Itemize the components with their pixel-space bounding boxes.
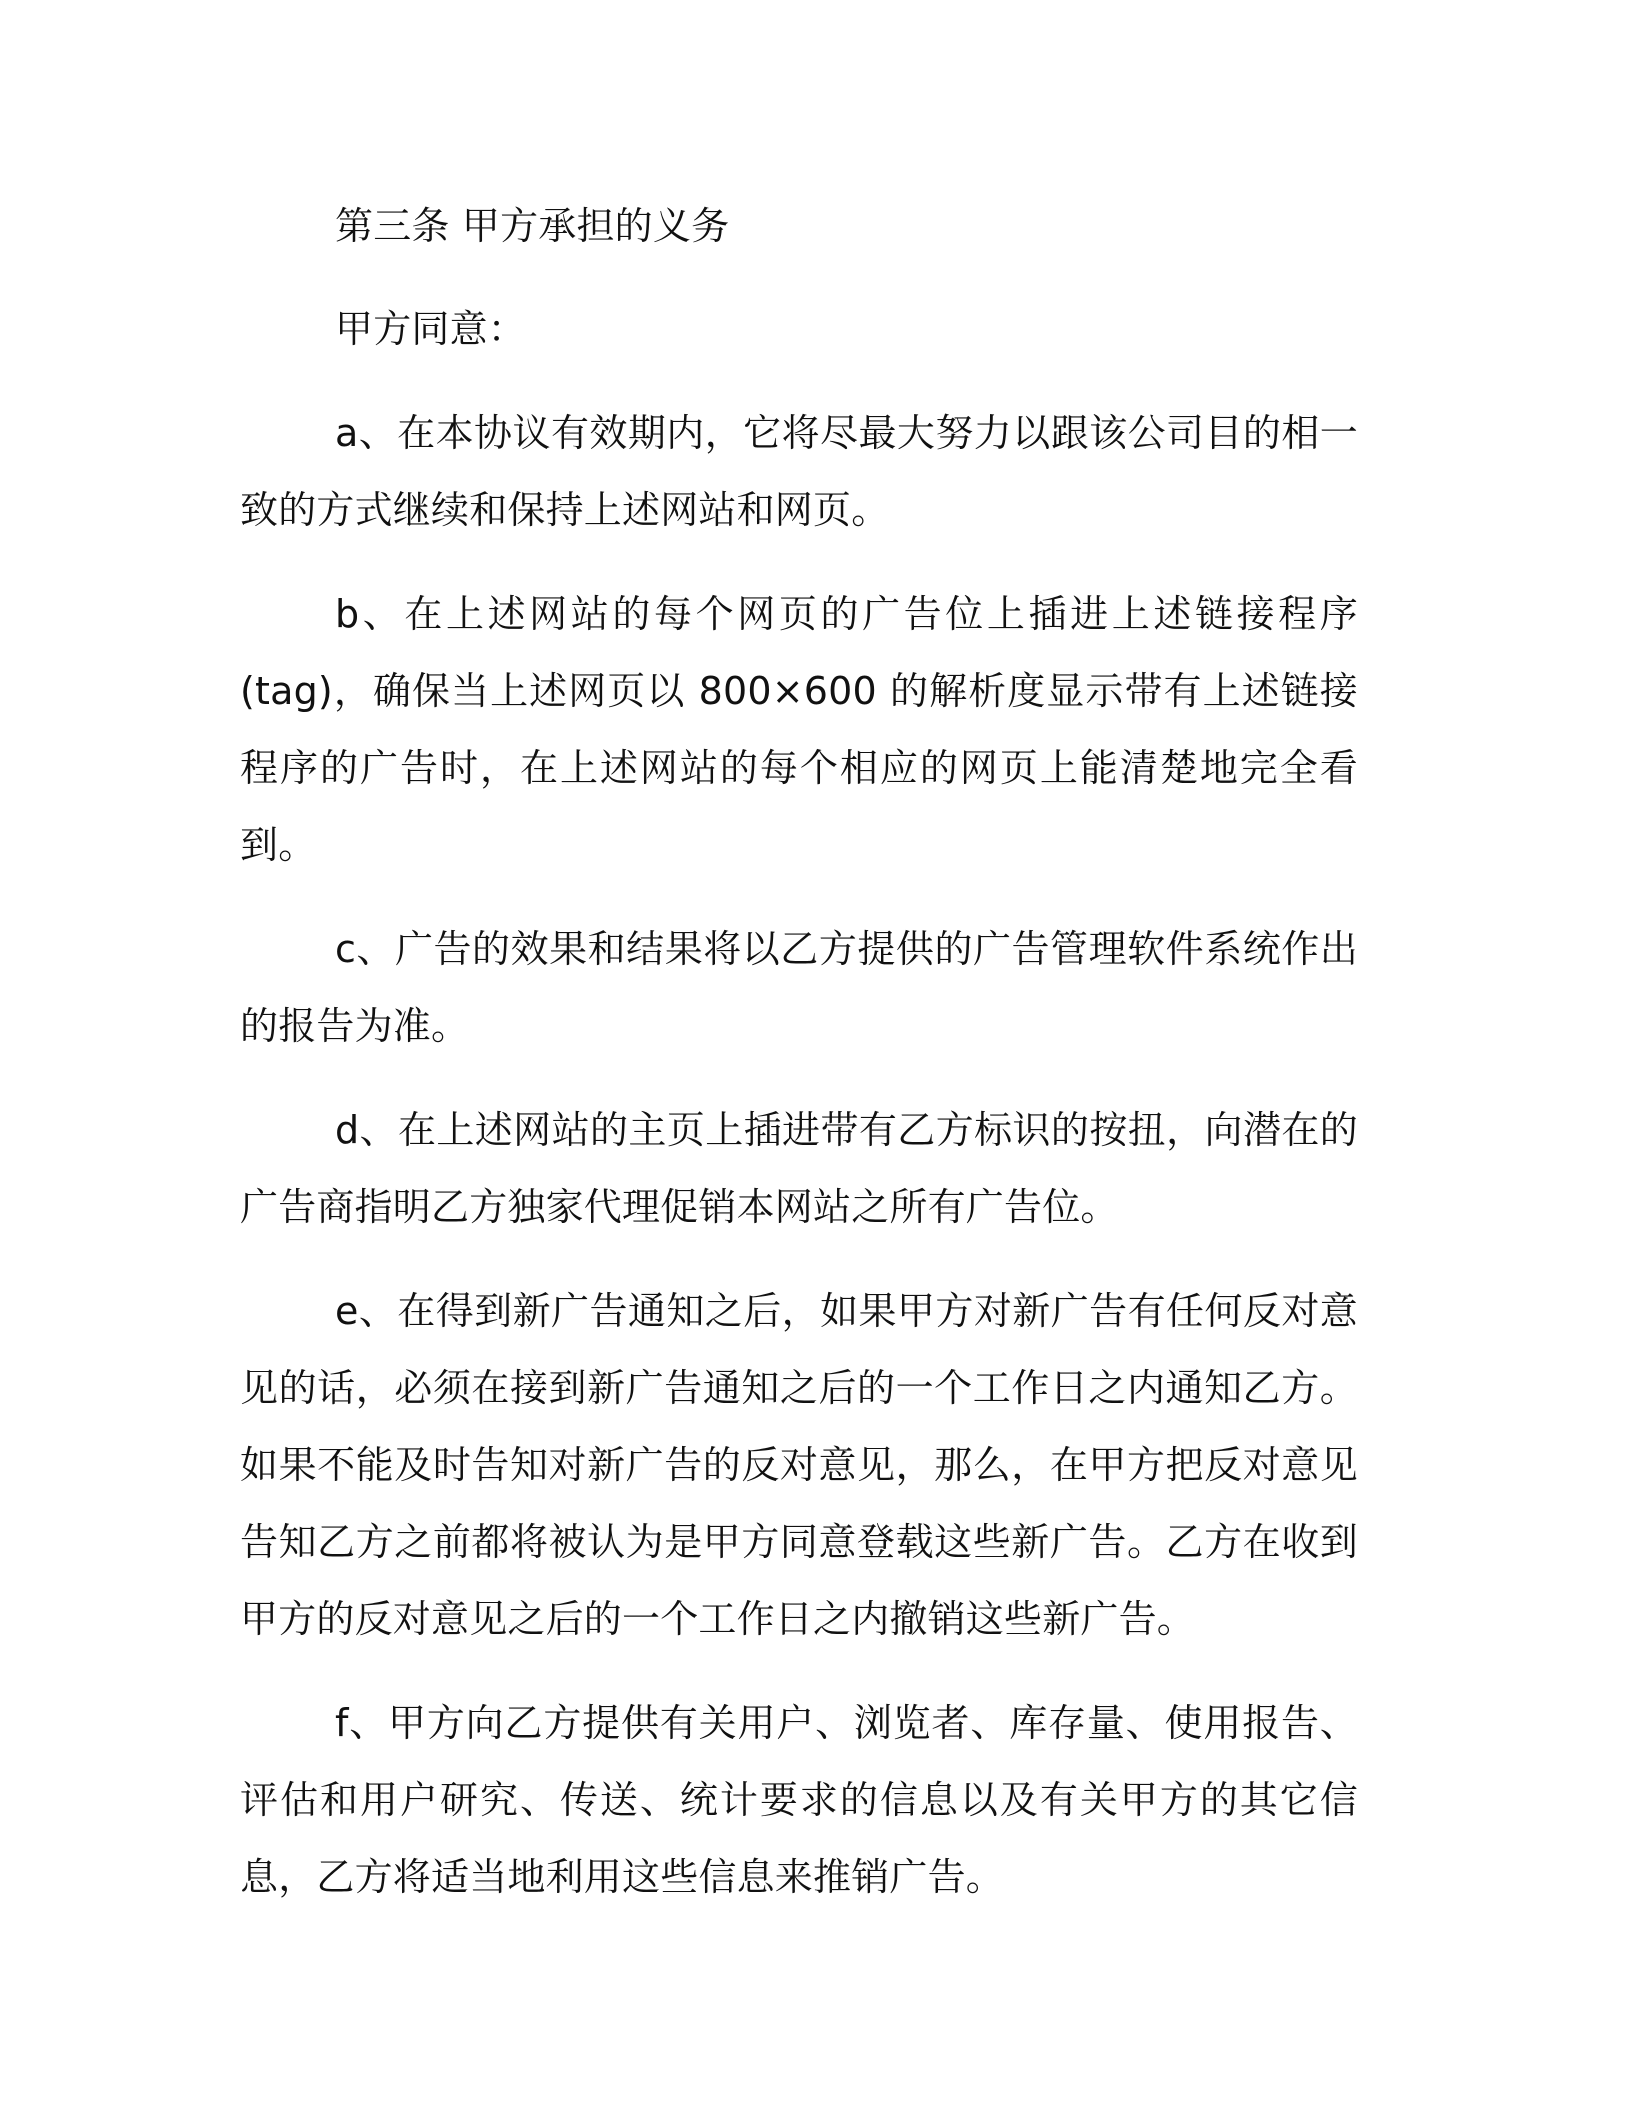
clause-b: b、在上述网站的每个网页的广告位上插进上述链接程序(tag)，确保当上述网页以 800×600 的解析度显示带有上述链接程序的广告时，在上述网站的每个相应的网页上能清楚地完全看到。	[240, 592, 1358, 867]
clause-f: f、甲方向乙方提供有关用户、浏览者、库存量、使用报告、评估和用户研究、传送、统计要求的信息以及有关甲方的其它信息，乙方将适当地利用这些信息来推销广告。	[240, 1701, 1358, 1899]
intro-text: 甲方同意：	[335, 307, 527, 351]
clause-e: e、在得到新广告通知之后，如果甲方对新广告有任何反对意见的话，必须在接到新广告通知之后的一个工作日之内通知乙方。如果不能及时告知对新广告的反对意见，那么，在甲方把反对意见告知乙方之前都将被认为是甲方同意登载这些新广告。乙方在收到甲方的反对意见之后的一个工作日之内撤销这些新广告。	[240, 1289, 1358, 1641]
clause-a: a、在本协议有效期内，它将尽最大努力以跟该公司目的相一致的方式继续和保持上述网站和网页。	[240, 411, 1358, 532]
clause-d: d、在上述网站的主页上插进带有乙方标识的按扭，向潜在的广告商指明乙方独家代理促销本网站之所有广告位。	[240, 1108, 1358, 1229]
clause-c: c、广告的效果和结果将以乙方提供的广告管理软件系统作出的报告为准。	[240, 927, 1358, 1048]
document-content	[240, 188, 1358, 1943]
section-heading: 第三条 甲方承担的义务	[335, 204, 730, 248]
